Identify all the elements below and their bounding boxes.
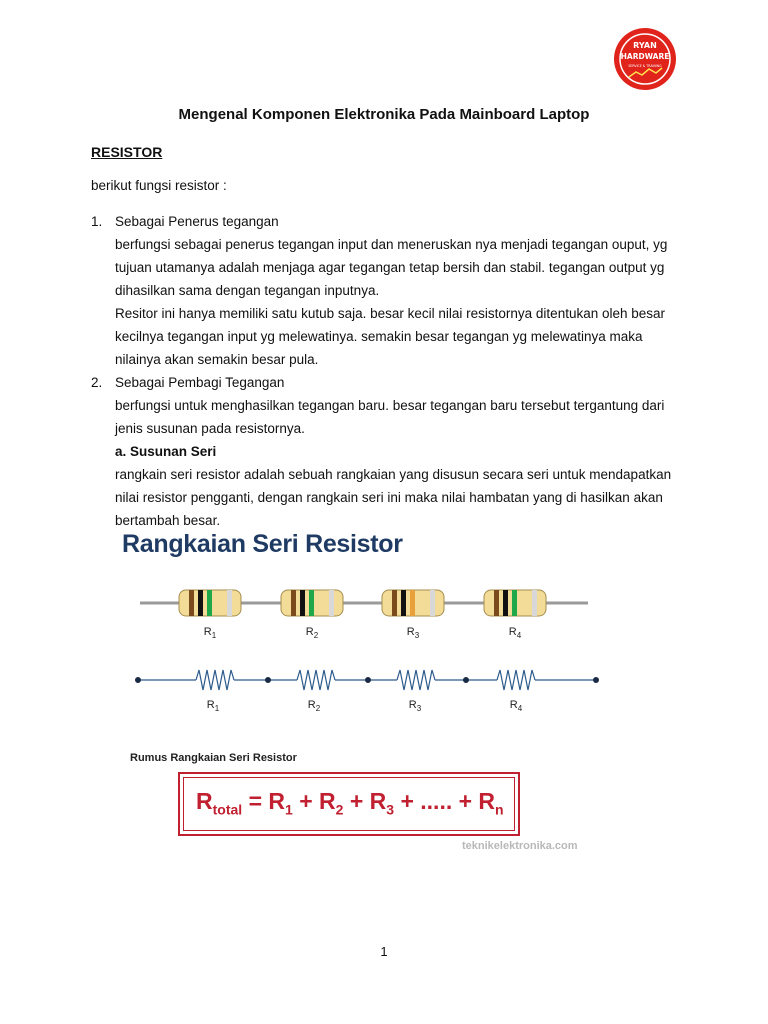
resistor-label: $R_3$ [408,699,422,713]
resistor-label: $R_2$ [307,699,321,713]
resistor-label: $R_2$ [305,626,319,640]
sub-paragraph: rangkain seri resistor adalah sebuah rangkaian yang disusun secara seri untuk mendapatkan nilai resistor pengganti, dengan rangkain seri ini maka nilai hambatan yang di hasilkan akan bertambah besar. [115,467,672,528]
physical-resistor [382,590,444,616]
physical-resistor [484,590,546,616]
subheading: a. Susunan Seri [115,444,217,459]
list-item-heading: Sebagai Pembagi Tegangan [115,375,285,390]
resistor-label: $R_3$ [406,626,420,640]
figure-title: Rangkaian Seri Resistor [122,530,403,558]
series-resistor-formula: $R_{total} = R_1 + R_2 + R_3$ + ..... + $R_n$ [196,788,504,818]
logo-line3: SERVICE & TRAINING [628,64,662,68]
physical-resistor [179,590,241,616]
list-item-heading: Sebagai Penerus tegangan [115,214,279,229]
page-number: 1 [380,944,388,959]
page-title: Mengenal Komponen Elektronika Pada Mainboard Laptop [178,106,590,123]
intro-text: berikut fungsi resistor : [91,178,227,193]
list-item-paragraph: berfungsi untuk menghasilkan tegangan baru. besar tegangan baru tersebut tergantung dari jenis susunan pada resistornya. [115,398,665,436]
list-number: 1. [91,214,103,229]
section-heading: RESISTOR [91,144,163,160]
formula-caption: Rumus Rangkaian Seri Resistor [130,752,297,764]
list-number: 2. [91,375,103,390]
resistor-label: $R_4$ [509,699,523,713]
physical-resistor [281,590,343,616]
resistor-label: $R_1$ [203,626,217,640]
list-item-paragraph: Resitor ini hanya memiliki satu kutub saja. besar kecil nilai resistornya ditentukan oleh besar kecilnya tegangan input yg melewatinya. semakin besar tegangan yg melewatinya maka nilainya akan semakin besar pula. [115,306,666,367]
list-item-paragraph: berfungsi sebagai penerus tegangan input dan meneruskan nya menjadi tegangan ouput, yg tujuan utamanya adalah menjaga agar tegangan tetap bersih dan stabil. tegangan output yg dihasilkan sama dengan tegangan inputnya. [115,237,668,298]
formula-box [178,772,520,836]
resistor-label: $R_1$ [206,699,220,713]
watermark: teknikelektronika.com [462,840,578,852]
resistor-label: $R_4$ [508,626,522,640]
logo-line1: RYAN [633,41,657,50]
logo-line2: HARDWARE [620,52,670,61]
